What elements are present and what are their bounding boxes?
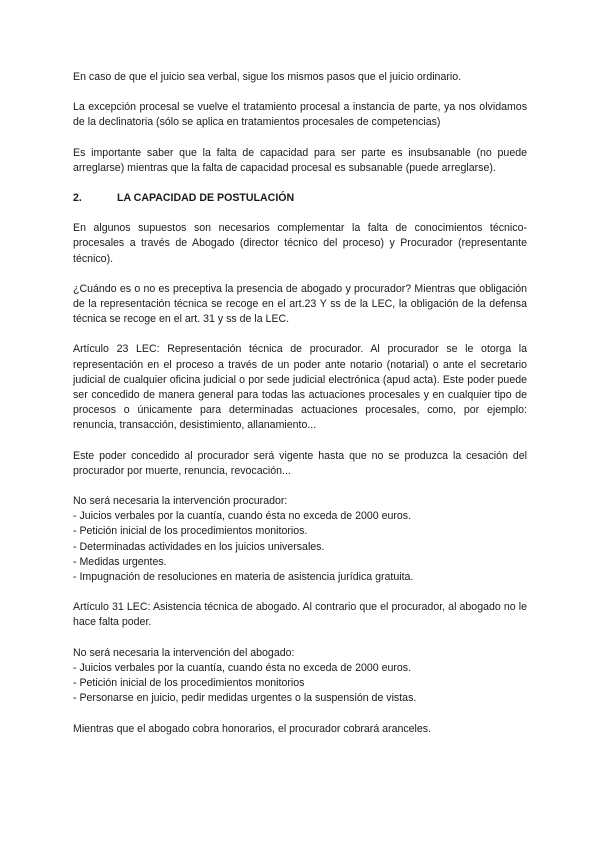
paragraph-articulo-31: Artículo 31 LEC: Asistencia técnica de abogado. Al contrario que el procurador, al abogado no le hace falta poder. [73, 601, 527, 629]
list-item: - Impugnación de resoluciones en materia de asistencia jurídica gratuita. [73, 571, 414, 584]
list-item: - Juicios verbales por la cuantía, cuando ésta no exceda de 2000 euros. [73, 510, 412, 523]
list-intro: No será necesaria la intervención del abogado: [73, 646, 295, 659]
list-item: - Medidas urgentes. [73, 555, 167, 568]
section-number: 2. [73, 192, 82, 205]
paragraph-honorarios: Mientras que el abogado cobra honorarios, el procurador cobrará aranceles. [73, 722, 432, 735]
section-heading [73, 191, 527, 206]
paragraph-articulo-23: Artículo 23 LEC: Representación técnica de procurador. Al procurador se le otorga la representación en el proceso a través de un poder ante notario (notarial) o ante el secretario judicial de cualquier oficina judicial o por sede judicial electrónica (apud acta). Este poder puede ser concedido de manera general para todas las actuaciones procesales y en cualquier tipo de procesos o únicamente para determinadas actuaciones procesales, como, por ejemplo: renuncia, transacción, desistimiento, allanamiento... [73, 343, 527, 432]
paragraph-juicio-verbal: En caso de que el juicio sea verbal, sigue los mismos pasos que el juicio ordinario. [73, 71, 462, 83]
paragraph-poder-vigente: Este poder concedido al procurador será vigente hasta que no se produzca la cesación del procurador por muerte, renuncia, revocación... [73, 449, 527, 477]
paragraph-capacidad-parte: Es importante saber que la falta de capacidad para ser parte es insubsanable (no puede arreglarse) mientras que la falta de capacidad procesal es subsanable (puede arreglarse). [73, 146, 527, 174]
list-item: - Petición inicial de los procedimientos monitorios. [73, 525, 308, 538]
list-procurador [73, 494, 527, 585]
list-abogado [73, 646, 527, 707]
list-item: - Petición inicial de los procedimientos monitorios [73, 677, 305, 690]
section-title: LA CAPACIDAD DE POSTULACIÓN [117, 192, 295, 205]
list-item: - Determinadas actividades en los juicios universales. [73, 540, 325, 553]
paragraph-supuestos: En algunos supuestos son necesarios complementar la falta de conocimientos técnico-procesales a través de Abogado (director técnico del proceso) y Procurador (representante técnico). [73, 222, 527, 265]
document-page [73, 70, 527, 752]
paragraph-excepcion-procesal: La excepción procesal se vuelve el tratamiento procesal a instancia de parte, ya nos olvidamos de la declinatoria (sólo se aplica en tratamientos procesales de competencias) [73, 101, 527, 129]
list-item: - Personarse en juicio, pedir medidas urgentes o la suspensión de vistas. [73, 692, 417, 705]
paragraph-preceptiva: ¿Cuándo es o no es preceptiva la presencia de abogado y procurador? Mientras que obligación de la representación técnica se recoge en el art.23 Y ss de la LEC, la obligación de la defensa técnica se recoge en el art. 31 y ss de la LEC. [73, 282, 527, 326]
list-intro: No será necesaria la intervención procurador: [73, 495, 288, 508]
list-item: - Juicios verbales por la cuantía, cuando ésta no exceda de 2000 euros. [73, 661, 412, 674]
